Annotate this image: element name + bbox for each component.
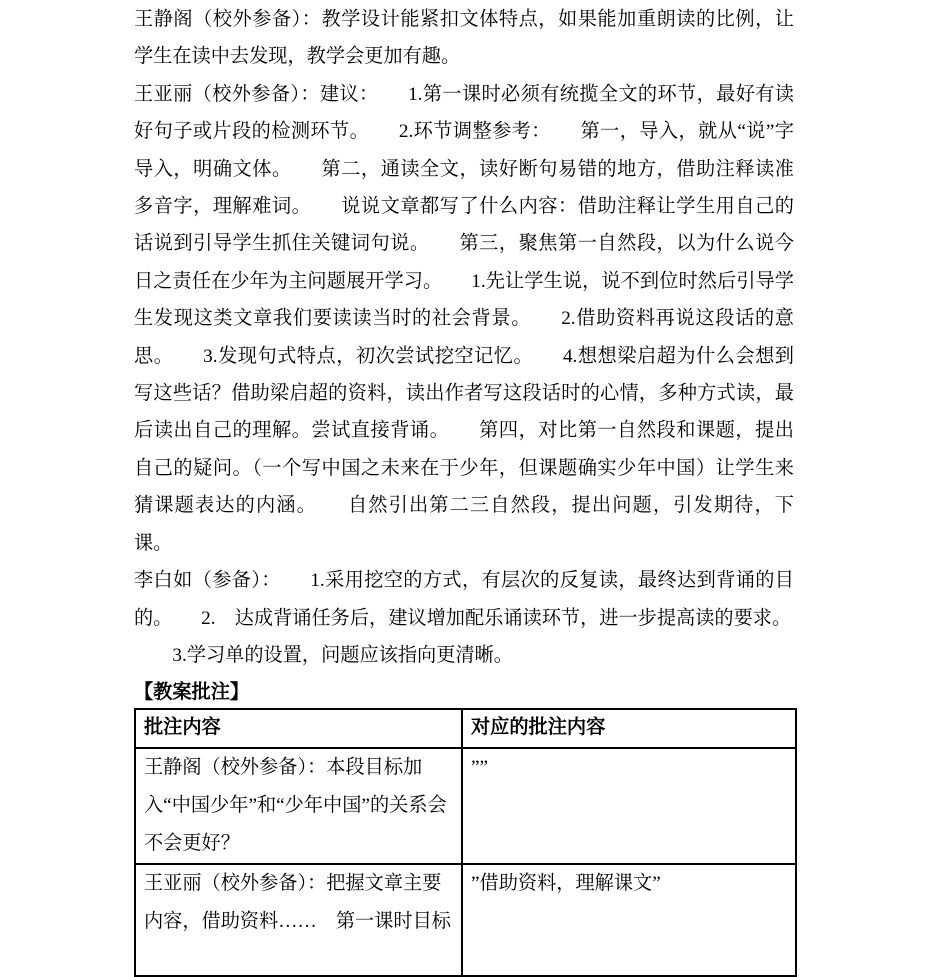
table-cell-annotation-2: 王亚丽（校外参备）：把握文章主要内容，借助资料…… 第一课时目标 <box>135 864 462 976</box>
paragraph-comment-wangyali: 王亚丽（校外参备）：建议： 1.第一课时必须有统揽全文的环节，最好有读好句子或片段的检测环节。 2.环节调整参考： 第一，导入，就从“说”字导入，明确文体。 第二，通读全文，读好断句易错的地方，借助注释读准多音字，理解难词。 说说文章都写了什么内容：借助注释让学生用自己的话说到引导学生抓住关键词句说。 第三，聚焦第一自然段，以为什么说今日之责任在少年为主问题展开学习。 1.先让学生说，说不到位时然后引导学生发现这类文章我们要读读当时的社会背景。 2.借助资料再说这段话的意思。 3.发现句式特点，初次尝试挖空记忆。 4.想想梁启超为什么会想到写这些话？借助梁启超的资料，读出作者写这段话时的心情，多种方式读，最后读出自己的理解。尝试直接背诵。 第四，对比第一自然段和课题，提出自己的疑问。（一个写中国之未来在于少年，但课题确实少年中国）让学生来猜课题表达的内涵。 自然引出第二三自然段，提出问题，引发期待，下课。 <box>134 83 794 554</box>
table-cell-annotation-1: 王静阁（校外参备）：本段目标加入“中国少年”和“少年中国”的关系会不会更好？ <box>135 748 462 864</box>
paragraph-comment-libairu: 李白如（参备）： 1.采用挖空的方式，有层次的反复读，最终达到背诵的目的。 2. 达成背诵任务后，建议增加配乐诵读环节，进一步提高读的要求。 <box>134 570 794 629</box>
table-row <box>135 748 796 864</box>
paragraph-comment-wangjingge: 王静阁（校外参备）：教学设计能紧扣文体特点，如果能加重朗读的比例，让学生在读中去发现，教学会更加有趣。 <box>134 9 794 68</box>
paragraph-comment-libairu-item3: 3.学习单的设置，问题应该指向更清晰。 <box>134 644 513 666</box>
table-row <box>135 864 796 976</box>
section-heading-annotations: 【教案批注】 <box>134 682 250 704</box>
document-body <box>134 1 794 977</box>
table-cell-corresponding-1: ”” <box>462 748 796 864</box>
table-header-row <box>135 709 796 748</box>
table-header-annotation-content: 批注内容 <box>135 709 462 748</box>
table-header-corresponding-content: 对应的批注内容 <box>462 709 796 748</box>
table-cell-corresponding-2: ”借助资料，理解课文” <box>462 864 796 976</box>
annotation-table <box>134 708 797 977</box>
